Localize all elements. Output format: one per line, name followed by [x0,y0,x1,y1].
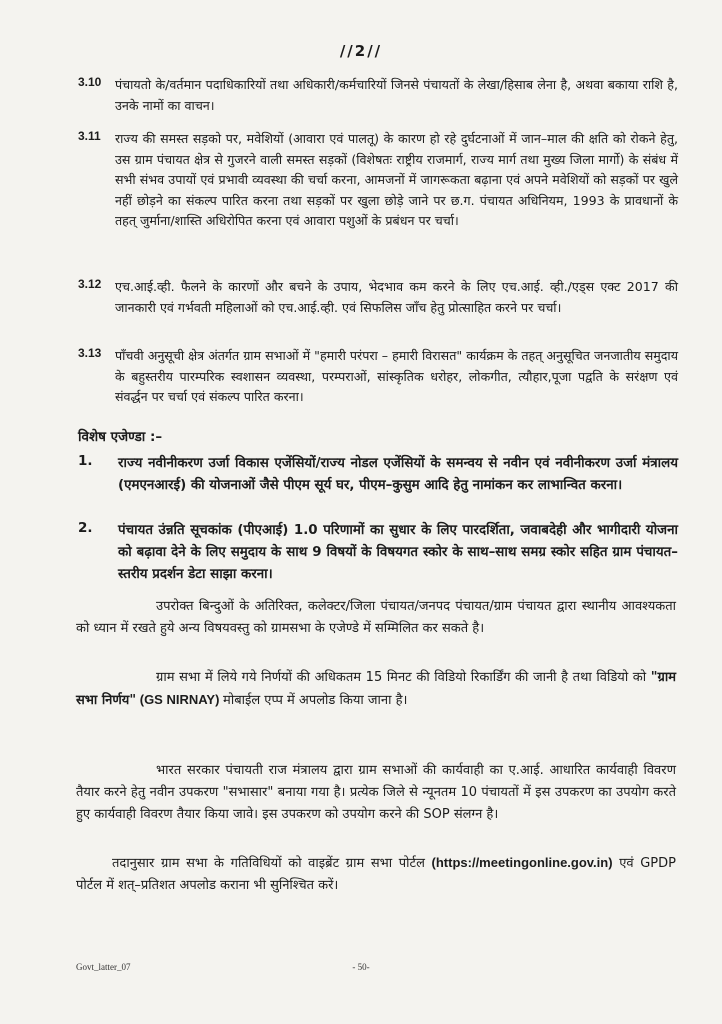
special-agenda-heading: विशेष एजेण्डा :– [78,429,163,445]
agenda-item-3-11 [78,129,678,232]
paragraph-sabhasar [76,760,676,826]
item-text: पंचायतो के/वर्तमान पदाधिकारियों तथा अधिकारी/कर्मचारियों जिनसे पंचायतों के लेखा/हिसाब लेना है, अथवा बकाया राशि है, उनके नामों का वाचन। [115,77,678,113]
item-text: राज्य की समस्त सड़को पर, मवेशियों (आवारा एवं पालतू) के कारण हो रहे दुर्घटनाओं में जान–माल की क्षति को रोकने हेतु, उस ग्राम पंचायत क्षेत्र से गुजरने वाली समस्त सड़कों (विशेषतः राष्ट्रीय राजमार्ग, राज्य मार्ग तथा मुख्य जिला मार्गो) के संबंध में सभी संभव उपायों एवं प्रभावी व्यवस्था की चर्चा करना, आमजनों में जागरूकता बढ़ाना एवं अपने मवेशियों को सड़कों पर खुले नहीं छोड़ने का संकल्प पारित करना तथा सड़कों पर खुला छोड़े जाने पर छ.ग. पंचायत अधिनियम, 1993 के प्रावधानों के तहत् जुर्माना/शास्ति अधिरोपित करना एवं आवारा पशुओं के प्रबंधन पर चर्चा। [115,131,678,229]
item-number: 3.12 [78,277,102,291]
special-item-number: 1. [78,453,93,469]
page-number: //2// [339,42,383,60]
paragraph-video-recording [76,667,676,712]
app-latin-name: (GS NIRNAY) [136,692,224,707]
paragraph-portal-upload [76,852,676,897]
paragraph-text-after: एवं GPDP पोर्टल में शत्–प्रतिशत अपलोड कराना भी सुनिश्चित करें। [76,856,676,893]
special-item-number: 2. [78,520,93,536]
item-number: 3.11 [78,129,101,143]
item-number: 3.13 [78,346,102,360]
agenda-item-3-10 [78,75,678,116]
agenda-item-3-13 [78,346,678,408]
paragraph-text-after: मोबाईल एप्प में अपलोड किया जाना है। [223,693,408,708]
footer-page-number: - 50- [352,962,370,972]
special-item-text: पंचायत उंन्नति सूचकांक (पीएआई) 1.0 परिणामों का सुधार के लिए पारदर्शिता, जवाबदेही और भागीदारी योजना को बढ़ावा देने के लिए समुदाय के साथ 9 विषयों के विषयगत स्कोर के साथ–साथ समग्र स्कोर सहित ग्राम पंचायत–स्तरीय प्रदर्शन डेटा साझा करना। [118,523,678,582]
footer-file-name: Govt_latter_07 [76,962,131,972]
app-name: "ग्राम सभा निर्णय" [76,670,676,708]
special-item-text: राज्य नवीनीकरण उर्जा विकास एजेंसियों/राज्य नोडल एजेंसियों के समन्वय से नवीन एवं नवीनीकरण उर्जा मंत्रालय (एमएनआरई) की योजनाओं जैसे पीएम सूर्य घर, पीएम–कुसुम आदि हेतु नामांकन कर लाभान्वित करना। [118,456,678,493]
item-text: पाँचवी अनुसूची क्षेत्र अंतर्गत ग्राम सभाओं में "हमारी परंपरा – हमारी विरासत" कार्यक्रम के तहत् अनुसूचित जनजातीय समुदाय के बहुस्तरीय पारम्परिक स्वशासन व्यवस्था, परम्पराओं, सांस्कृतिक धरोहर, लोकगीत, त्यौहार,पूजा पद्वति के सरंक्षण एवं संवर्द्धन पर चर्चा एवं संकल्प पारित करना। [115,348,678,405]
paragraph-text: उपरोक्त बिन्दुओं के अतिरिक्त, कलेक्टर/जिला पंचायत/जनपद पंचायत/ग्राम पंचायत द्वारा स्थानीय आवश्यकता को ध्यान में रखते हुये अन्य विषयवस्तु को ग्रामसभा के एजेण्डे में सम्मिलित कर सकते है। [76,599,676,636]
special-item-1 [78,453,678,497]
paragraph-text: भारत सरकार पंचायती राज मंत्रालय द्वारा ग्राम सभाओं की कार्यवाही का ए.आई. आधारित कार्यवाही विवरण तैयार करने हेतु नवीन उपकरण "सभासार" बनाया गया है। प्रत्येक जिले से न्यूनतम 10 पंचायतों में इस उपकरण का उपयोग करते हुए कार्यवाही विवरण तैयार किया जावे। इस उपकरण को उपयोग करने की SOP संलग्न है। [76,763,676,822]
paragraph-text-before: तदानुसार ग्राम सभा के गतिविधियों को वाइब्रेंट ग्राम सभा पोर्टल [112,856,432,871]
special-item-2 [78,520,678,586]
item-number: 3.10 [78,75,102,89]
portal-url[interactable]: (https://meetingonline.gov.in) [431,855,613,870]
paragraph-text-before: ग्राम सभा में लिये गये निर्णयों की अधिकतम 15 मिनट की विडियो रिकार्डिंग की जानी है तथा विडियो को [156,670,651,685]
paragraph-additional-agenda [76,596,676,640]
item-text: एच.आई.व्ही. फैलने के कारणों और बचने के उपाय, भेदभाव कम करने के लिए एच.आई. व्ही./एड्स एक्ट 2017 की जानकारी एवं गर्भवती महिलाओं को एच.आई.व्ही. एवं सिफलिस जाँच हेतु प्रोत्साहित करने पर चर्चा। [115,279,678,315]
agenda-item-3-12 [78,277,678,318]
